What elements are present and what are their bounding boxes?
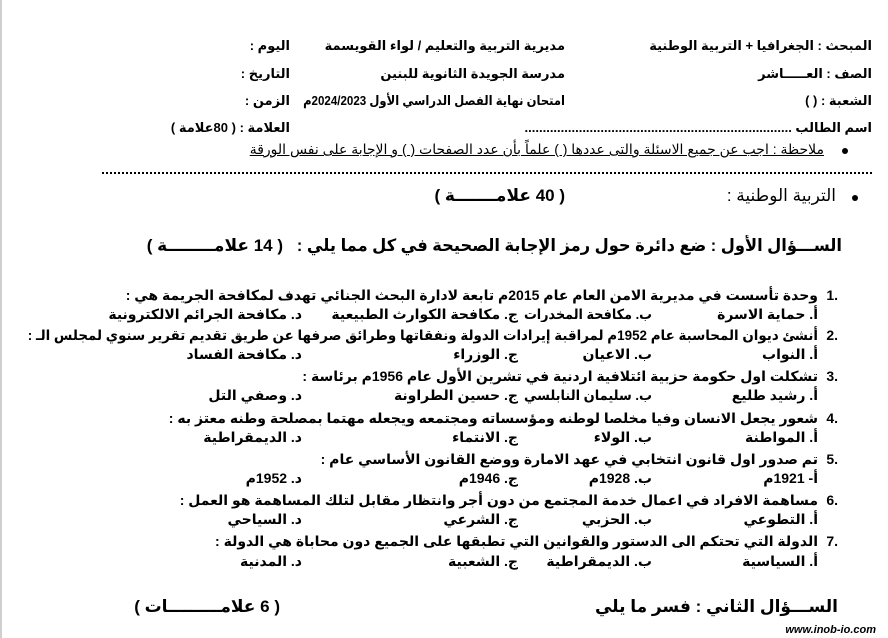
question-number: 7. (826, 533, 838, 549)
question-text: أنشئ ديوان المحاسبة عام 1952م لمراقبة إيرادات الدولة ونفقاتها وطرائق صرفها عن طريق تقديم تقرير سنوي لمجلس الـ : (27, 327, 818, 343)
school-label: مدرسة الجويدة الثانوية للبنين (380, 66, 565, 81)
answer-option[interactable]: د. السياحي (227, 511, 302, 527)
question-1-title: الســـؤال الأول : ضع دائرة حول رمز الإجابة الصحيحة في كل مما يلي : (296, 236, 842, 255)
answer-option[interactable]: ب. 1928م (588, 470, 652, 486)
answer-option[interactable]: ج. الوزراء (453, 346, 518, 362)
exam-label: امتحان نهاية الفصل الدراسي الأول 2024/2023م (303, 93, 565, 108)
answer-option[interactable]: د. مكافحة الجرائم الالكترونية (108, 306, 302, 322)
dotted-divider (102, 172, 872, 174)
directorate-label: مديرية التربية والتعليم / لواء القويسمة (324, 38, 565, 53)
website-footer: www.inob-io.com (785, 624, 876, 636)
day-label: اليوم : (249, 38, 290, 53)
answer-option[interactable]: ب. مكافحة المخدرات (523, 306, 652, 322)
section-label: الشعبة : ( ) (805, 93, 872, 108)
grade-label: الصف : العـــــاشر (758, 66, 872, 81)
answer-option[interactable]: أ- 1921م (763, 470, 818, 486)
subject-label: المبحث : الجغرافيا + التربية الوطنية (649, 38, 872, 53)
answer-option[interactable]: أ. رشيد طليع (731, 387, 818, 403)
answer-option[interactable]: أ. التطوعي (743, 511, 818, 527)
answer-option[interactable]: ج. 1946م (458, 470, 518, 486)
answer-option[interactable]: ج. الشعبية (448, 553, 518, 569)
answer-option[interactable]: أ. المواطنة (745, 429, 818, 445)
question-number: 1. (826, 287, 838, 303)
student-name-field: اسم الطالب .......................................................................... (524, 120, 872, 135)
question-number: 5. (826, 451, 838, 467)
question-number: 2. (826, 327, 838, 343)
time-label: الزمن : (244, 93, 290, 108)
question-text: مساهمة الافراد في اعمال خدمة المجتمع من دون أجر وانتظار مقابل لتلك المساهمة هو العمل : (179, 492, 818, 508)
section-title: التربية الوطنية : (726, 186, 836, 205)
note-text: ملاحظة : اجب عن جميع الاسئلة والتى عددها ( ) علماً بأن عدد الصفحات ( ) و الإجابة على نفس الورقة (249, 141, 824, 157)
answer-option[interactable]: د. وصفي التل (208, 387, 302, 403)
question-2-marks: ( 6 علامـــــــــات ) (134, 597, 280, 616)
question-number: 4. (826, 410, 838, 426)
question-text: تشكلت اول حكومة حزبية ائتلافية اردنية في تشرين الأول عام 1956م برئاسة : (302, 368, 818, 384)
answer-option[interactable]: ج. حسين الطراونة (393, 387, 518, 403)
answer-option[interactable]: ب. الاعيان (582, 346, 652, 362)
answer-option[interactable]: ج. الانتماء (452, 429, 518, 445)
answer-option[interactable]: د. مكافحة الفساد (186, 346, 302, 362)
answer-option[interactable]: د. المدنية (240, 553, 302, 569)
question-2-title: الســـؤال الثاني : فسر ما يلي (594, 597, 838, 616)
answer-option[interactable]: ب. الحزبي (581, 511, 652, 527)
question-text: الدولة التي تحتكم الى الدستور والقوانين التي تطبقها على الجميع دون محاباة هي الدولة : (215, 533, 818, 549)
bullet-icon (852, 195, 858, 201)
answer-option[interactable]: ج. الشرعي (443, 511, 518, 527)
question-number: 6. (826, 492, 838, 508)
question-number: 3. (826, 368, 838, 384)
answer-option[interactable]: ج. مكافحة الكوارث الطبيعية (331, 306, 518, 322)
answer-option[interactable]: ب. الولاء (593, 429, 652, 445)
answer-option[interactable]: أ. حماية الاسرة (717, 306, 818, 322)
answer-option[interactable]: د. 1952م (245, 470, 302, 486)
mark-label: العلامة : ( 80علامة ) (170, 120, 290, 135)
question-text: تم صدور اول قانون انتخابي في عهد الامارة ووضع القانون الأساسي عام : (320, 451, 818, 467)
answer-option[interactable]: أ. السياسية (742, 553, 818, 569)
date-label: التاريخ : (240, 66, 290, 81)
question-text: وحدة تأسست في مديرية الامن العام عام 2015م تابعة لادارة البحث الجنائي تهدف لمكافحة الجريمة هي : (125, 287, 818, 303)
answer-option[interactable]: د. الديمقراطية (203, 429, 302, 445)
section-marks: ( 40 علامـــــــة ) (434, 186, 565, 205)
question-text: شعور يجعل الانسان وفيا مخلصا لوطنه ومؤسساته ومجتمعه ويجعله مهتما بمصلحة وطنه معتز به : (168, 410, 818, 426)
answer-option[interactable]: أ. النواب (762, 346, 818, 362)
answer-option[interactable]: ب. سليمان النابلسي (523, 387, 652, 403)
bullet-icon (842, 148, 848, 154)
question-1-marks: ( 14 علامــــــــة ) (146, 236, 283, 255)
answer-option[interactable]: ب. الديمقراطية (546, 553, 652, 569)
